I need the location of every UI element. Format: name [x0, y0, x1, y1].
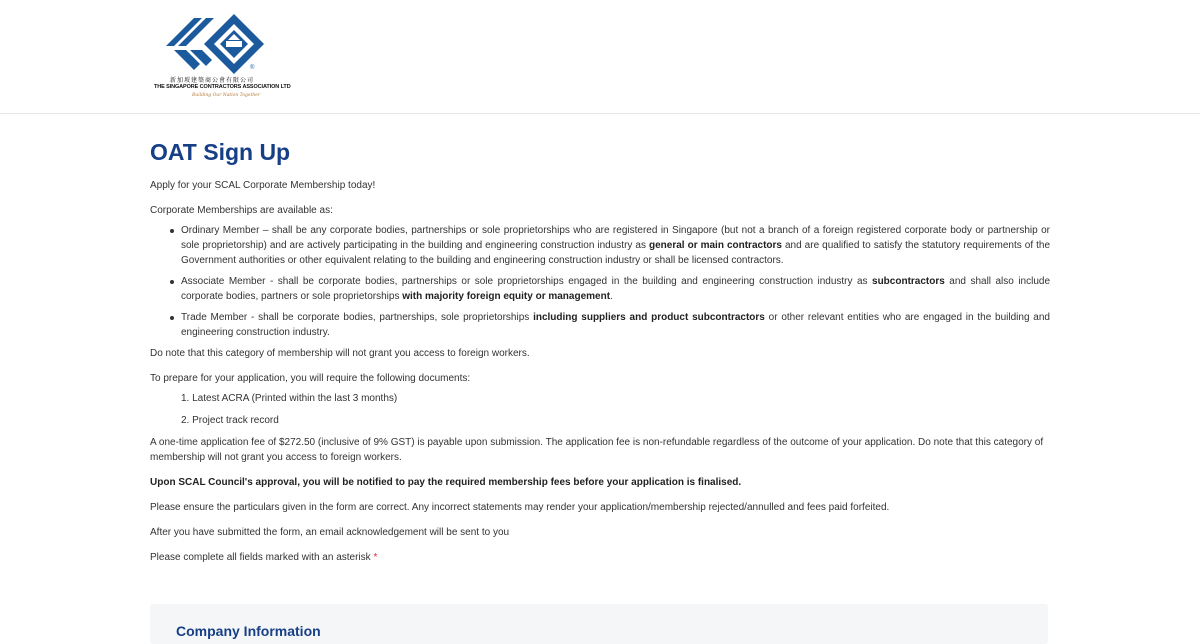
membership-item-associate: Associate Member - shall be corporate bodies, partnerships or sole proprietorships engaged in the building and engineering construction industry as subcontractors and shall also include corporate bodies, partners or sole proprietorships with majority foreign equity or management. [181, 276, 1051, 302]
required-asterisk: * [373, 552, 378, 563]
document-item: 1. Latest ACRA (Printed within the last 3 months) [181, 393, 398, 404]
site-header [0, 0, 1200, 114]
logo-tagline: Building Our Nation Together [192, 93, 261, 98]
membership-item-ordinary: Ordinary Member – shall be any corporate bodies, partnerships or sole proprietorships who are registered in Singapore (but not a branch of a foreign registered corporate body or partnership or sole proprietorship) and are actively participating in the building and engineering construction industry as general or main contractors and are qualified to satisfy the statutory requirements of the Government authorities or other equivalent relating to the building and engineering construction industry or shall be licensed contractors. [181, 225, 1051, 266]
required-fields-note: Please complete all fields marked with an asterisk * [150, 552, 378, 563]
membership-list [150, 223, 1050, 340]
main-content [150, 113, 1050, 565]
scal-logo[interactable] [152, 10, 291, 105]
scal-logo-mark-icon [164, 12, 274, 74]
logo-english-name: THE SINGAPORE CONTRACTORS ASSOCIATION LTD [154, 84, 291, 90]
section-title: Company Information [176, 623, 321, 639]
fee-note: A one-time application fee of $272.50 (inclusive of 9% GST) is payable upon submission. The application fee is non-refundable regardless of the outcome of your application. Do note that this category of membership will not grant you access to foreign workers. [150, 437, 1044, 463]
foreign-workers-note: Do note that this category of membership will not grant you access to foreign workers. [150, 348, 530, 359]
company-information-section [150, 604, 1048, 644]
intro-text: Apply for your SCAL Corporate Membership today! [150, 180, 376, 191]
particulars-note: Please ensure the particulars given in the form are correct. Any incorrect statements may render your application/membership rejected/annulled and fees paid forfeited. [150, 502, 890, 513]
documents-list [150, 391, 1050, 428]
documents-lead: To prepare for your application, you will require the following documents: [150, 373, 471, 384]
document-item: 2. Project track record [181, 415, 279, 426]
membership-item-trade: Trade Member - shall be corporate bodies, partnerships, sole proprietorships including suppliers and product subcontractors or other relevant entities who are engaged in the building and engineering construction industry. [181, 312, 1050, 338]
email-acknowledgement-note: After you have submitted the form, an email acknowledgement will be sent to you [150, 527, 510, 538]
approval-note: Upon SCAL Council's approval, you will be notified to pay the required membership fees before your application is finalised. [150, 477, 742, 488]
memberships-lead: Corporate Memberships are available as: [150, 205, 333, 216]
page-title: OAT Sign Up [150, 139, 291, 165]
logo-chinese-name: 新加坡建築商公會有限公司 [170, 77, 255, 84]
registered-mark: ® [250, 65, 255, 71]
